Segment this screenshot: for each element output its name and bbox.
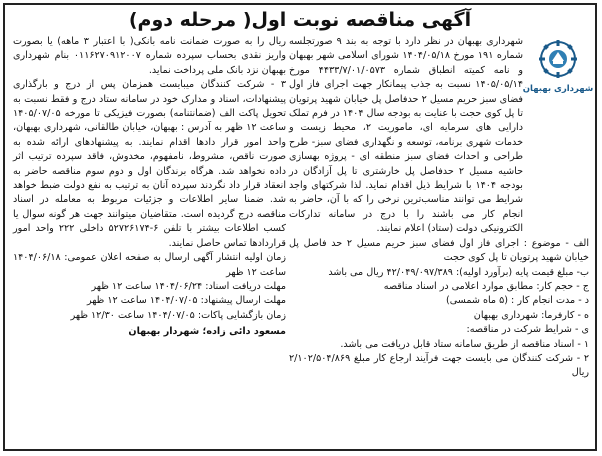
logo-text: شهرداری بهبهان (522, 84, 594, 94)
conditions-paragraph: ۳ - شرکت کنندگان میبایست همزمان پس از درج و بارگذاری پیشنهادات، اسناد و مدارک خود در سامانه ستاد درج و فقط نسبت به تحویل پاکت الف (ضمانتنامه) بصورت فیزیکی تا مورخه ۱۴۰۵/۰۷/۰۵ ساعت ۱۲ ظهر به آدرس : بهبهان، خیابان طالقانی، شهرداری بهبهان، واحد امور قرار دادها اقدام نمایند. به پیشنهادهای ارائه شده به صورت ناقص، مشروط، نامفهوم، مخدوش، فاقد سپرده ترتیب اثر داده نخواهد شد. هرگاه برندگان اول و دوم سوم مناقصه حاضر به انعقاد قرار داد نگردند سپرده آنان به ترتیب به نفع دولت ضبط خواهد شد. ضمنا سایر اطلاعات و جزئیات مربوط به معامله در اسناد مناقصه درج گردیده است. متقاضیان میتوانند جهت هر گونه سوال یا کسب اطلاعات بیشتر با تلفن ۶-۵۲۷۲۶۱۷۴ داخلی ۲۲۲ واحد امور قراردادها تماس حاصل نمایند. (13, 79, 286, 249)
date-line: مهلت دریافت اسناد: ۱۴۰۴/۰۶/۲۴ ساعت ۱۲ ظهر (91, 280, 286, 292)
signature: مسعود دائی زاده؛ شهردار بهبهان (128, 326, 286, 338)
tender-notice (3, 3, 597, 451)
payment-paragraph: ریال را به صورت ضمانت نامه بانکی( با اعتبار ۳ ماهه) یا بصورت واریز نقدی بحساب سپرده شماره ۰۱۱۶۲۷۰۹۱۲۰۰۷ بنام شهرداری بهبهان نزد بانک ملی پرداخت نماید. (13, 36, 286, 76)
notice-title: آگهی مناقصه نوبت اول( مرحله دوم) (128, 9, 472, 31)
intro-paragraph: شهرداری بهبهان در نظر دارد با توجه به بند ۹ صورتجلسه شماره ۱۹۱ مورخ ۱۴۰۴/۰۵/۱۸ شورای اسلامی شهر بهبهان و نامه کمیته انطباق شماره ۴۴۳۳/۷/۰۱/۰۵۷۳ مورخ ۱۴۰۵/۰۵/۱۴ نسبت به جذب پیمانکار جهت اجرای فاز اول فضای سبز حریم مسیل ۲ حدفاصل پل خیابان شهید پرتویان تا پل کوی حجت با عنایت به بودجه سال ۱۴۰۴ در فرم تملک دارایی های سرمایه ای، ماموریت ۲، محیط زیست و خدمات شهری برنامه، توسعه و نگهداری فضای سبز- طرح طراحی و احداث فضای سبز منطقه ای - پروژه بهسازی حاشیه مسیل ۲ حدفاصل پل خارشتری تا پل آزادگان در بودجه ۱۴۰۴ با شرایط ذیل اقدام نماید. لذا شرکتهای واجد شرایط می توانند مناسب‌ترین نرخی را که با آن، حاضر به انجام کار می باشند را با درج در سامانه تدارکات الکترونیکی دولت (ستاد) اعلام نمایند. (289, 36, 524, 235)
list-item: ب- مبلغ قیمت پایه (برآورد اولیه): ۴۲/۰۴۹/۰۹۷/۳۸۹ ریال می باشد (328, 266, 589, 278)
left-column (13, 35, 286, 340)
list-item: ۲ - شرکت کنندگان می بایست جهت فرآیند ارجاع کار مبلغ ۲/۱۰۲/۵۰۴/۸۶۹ ریال (289, 352, 589, 379)
date-line: زمان بازگشایی پاکات: ۱۴۰۴/۰۷/۰۵ ساعت ۱۲/۳۰ ظهر (70, 309, 286, 321)
date-line: زمان اولیه انتشار آگهی ارسال به صفحه اعلان عمومی: ۱۴۰۴/۰۶/۱۸ ساعت ۱۲ ظهر (13, 252, 286, 278)
right-column (289, 35, 589, 381)
date-line: مهلت ارسال پیشنهاد: ۱۴۰۴/۰۷/۰۵ ساعت ۱۲ ظهر (86, 295, 286, 307)
list-item: ج - حجم کار: مطابق موارد اعلامی در اسناد مناقصه (383, 280, 589, 292)
list-item: ی - شرایط شرکت در مناقصه: (466, 324, 589, 336)
list-item: الف - موضوع : اجرای فاز اول فضای سبز حریم مسیل ۲ حد فاصل پل خیابان شهید پرتویان تا پل کوی حجت (289, 237, 589, 264)
list-item: ۱ - اسناد مناقصه از طریق سامانه ستاد قابل دریافت می باشد. (340, 338, 589, 350)
list-item: ه - کارفرما: شهرداری بهبهان (473, 309, 589, 321)
list-item: د - مدت انجام کار : (۵ ماه شمسی) (446, 295, 589, 307)
